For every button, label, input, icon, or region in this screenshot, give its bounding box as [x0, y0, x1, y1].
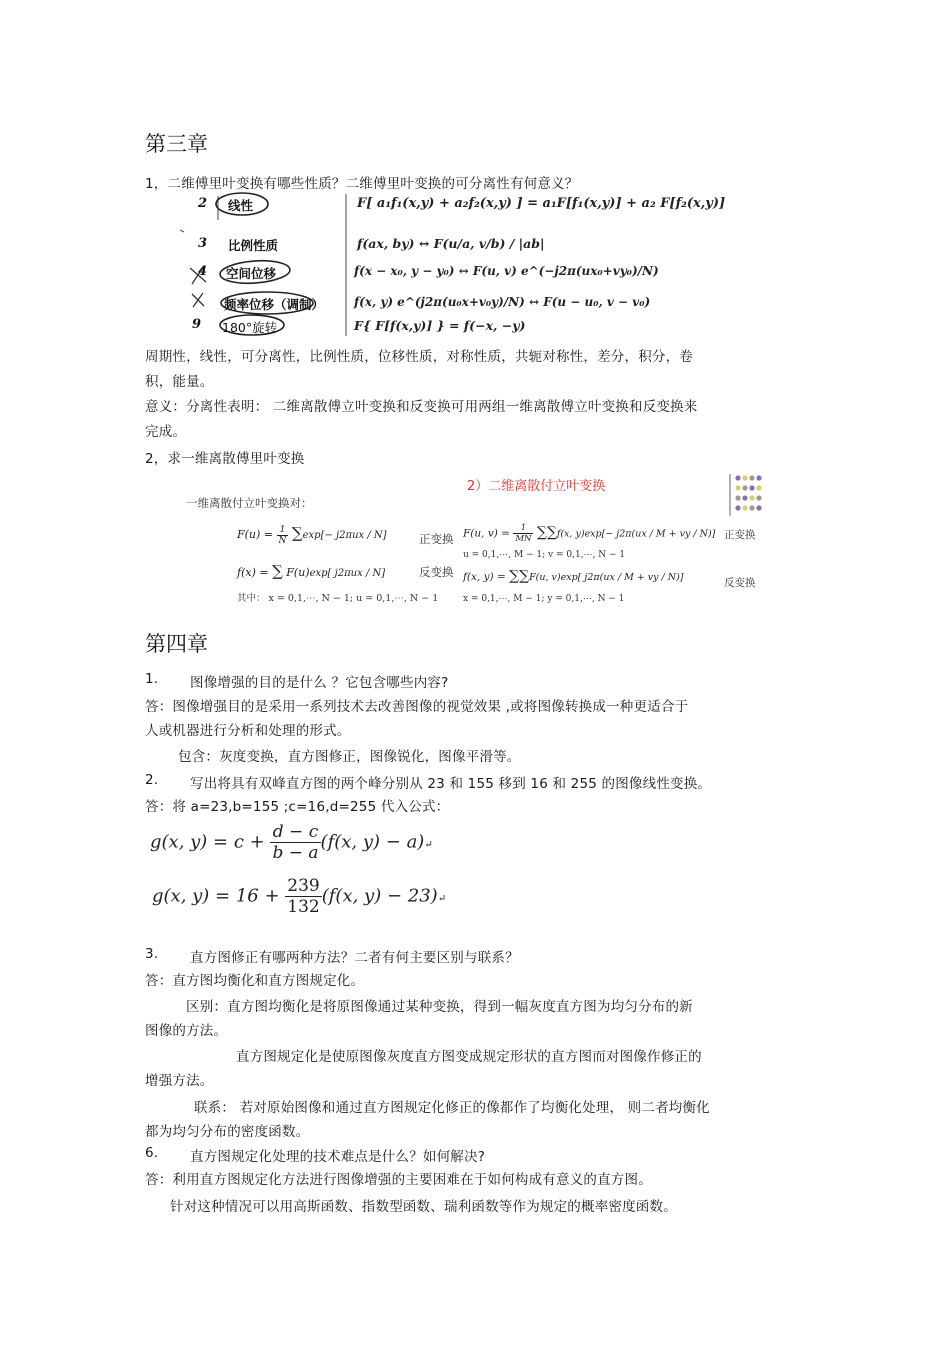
figure2-right-forward-label: 正变换 — [724, 529, 756, 541]
decorative-dot — [749, 505, 754, 510]
chapter4-a6-line2: 针对这种情况可以用高斯函数、指数型函数、瑞利函数等作为规定的概率密度函数。 — [170, 1199, 677, 1215]
chapter4-q6-text: 直方图规定化处理的技术难点是什么？如何解决? — [190, 1149, 486, 1165]
figure2-left-caption: 一维离散付立叶变换对： — [186, 496, 313, 510]
decorative-dot — [749, 495, 754, 500]
chapter4-q6-number: 6. — [145, 1145, 159, 1161]
chapter4-a3-diff-line1: 区别：直方图均衡化是将原图像通过某种变换，得到一幅灰度直方图为均匀分布的新 — [186, 999, 693, 1015]
decorative-dot — [749, 485, 754, 490]
chapter4-q2-text: 写出将具有双峰直方图的两个峰分别从 23 和 155 移到 16 和 255 的图像线性变换。 — [190, 776, 712, 792]
chapter4-a6-line1: 答：利用直方图规定化方法进行图像增强的主要困难在于如何构成有意义的直方图。 — [145, 1172, 652, 1188]
figure2-right-inverse-formula: f(x, y) = ∑∑F(u, v)exp[ j2π(ux / M + vy / N)] — [463, 568, 684, 584]
specific-linear-transform-formula: g(x, y) = 16 + $\frac{239}{132}$ (f(x, y) − 23)↵ — [152, 876, 447, 917]
chapter4-a3-link-line1: 联系： 若对原始图像和通过直方图规定化修正的像都作了均衡化处理， 则二者均衡化 — [194, 1100, 710, 1116]
chapter4-q3-number: 3. — [145, 946, 159, 962]
decorative-dot — [749, 475, 754, 480]
chapter3-meaning-line2: 完成。 — [145, 424, 187, 440]
figure1-row4-formula: f(x, y) e^(j2π(u₀x+v₀y)/N) ↔ F(u − u₀, v − v₀) — [354, 295, 651, 309]
figure2-left-forward-label: 正变换 — [419, 532, 454, 546]
figure1-row2-formula: f(ax, by) ↔ F(u/a, v/b) / |ab| — [357, 236, 545, 251]
chapter4-q1-number: 1. — [145, 671, 159, 687]
decorative-dot — [742, 475, 747, 480]
chapter4-q3-text: 直方图修正有哪两种方法？二者有何主要区别与联系？ — [190, 950, 519, 966]
decorative-dot — [742, 485, 747, 490]
general-linear-transform-formula: g(x, y) = c + $\frac{d - c}{b - a}$ (f(x, y) − a)↵ — [150, 822, 433, 863]
chapter4-q2-number: 2. — [145, 772, 159, 788]
chapter4-q1-text: 图像增强的目的是什么 ？它包含哪些内容? — [190, 675, 449, 691]
decorative-dot — [756, 505, 761, 510]
chapter4-a3-spec-line1: 直方图规定化是使原图像灰度直方图变成规定形状的直方图而对图像作修正的 — [236, 1049, 702, 1065]
figure2-right-inverse-range: x = 0,1,⋯, M − 1; y = 0,1,⋯, N − 1 — [463, 594, 625, 604]
chapter4-a1-line2: 人或机器进行分析和处理的形式。 — [145, 723, 351, 739]
figure1-row1-num: 2 — [198, 196, 208, 211]
figure2-right-inverse-label: 反变换 — [724, 577, 756, 589]
figure1-row1-name: 线性 — [228, 198, 254, 213]
chapter4-a1-line1: 答：图像增强目的是采用一系列技术去改善图像的视觉效果 ,或将图像转换成一种更适合于 — [145, 699, 689, 715]
decorative-dot — [756, 485, 761, 490]
figure1-row5-formula: F{ F[f(x,y)] } = f(−x, −y) — [354, 318, 526, 333]
chapter4-a1-line3: 包含：灰度变换，直方图修正，图像锐化，图像平滑等。 — [178, 749, 521, 765]
figure1-row5-name: 180°旋转 — [222, 320, 278, 335]
chapter4-a2: 答：将 a=23,b=155 ;c=16,d=255 代入公式： — [145, 799, 450, 815]
figure1-row2-num: 3 — [198, 236, 208, 251]
chapter3-question-2: 2，求一维离散傅里叶变换 — [145, 451, 305, 467]
decorative-dot — [742, 495, 747, 500]
chapter3-answer-1-line1: 周期性，线性，可分离性，比例性质，位移性质，对称性质，共轭对称性，差分，积分，卷 — [145, 349, 693, 365]
decorative-dot — [735, 495, 740, 500]
figure1-row3-name: 空间位移 — [226, 266, 277, 281]
chapter3-question-1: 1，二维傅里叶变换有哪些性质？二维傅里叶变换的可分离性有何意义？ — [145, 176, 579, 192]
chapter4-a3-spec-line2: 增强方法。 — [145, 1073, 214, 1089]
figure2-right-forward-formula: F(u, v) = $\frac{1}{MN}$ ∑∑f(x, y)exp[− j2π(ux / M + vy / N)] — [463, 523, 716, 544]
figure1-row4-name: 频率位移（调制） — [224, 297, 325, 312]
figure2-left-note: 其中： x = 0,1,⋯, N − 1; u = 0,1,⋯, N − 1 — [237, 593, 439, 604]
figure2-left-inverse-formula: f(x) = ∑ F(u)exp[ j2πux / N] — [237, 562, 386, 580]
decorative-dot-grid — [728, 472, 764, 518]
figure1-row2-name: 比例性质 — [228, 238, 279, 253]
figure1-row3-num: 4 — [198, 264, 208, 279]
decorative-dot — [756, 475, 761, 480]
figure2-right-forward-range: u = 0,1,⋯, M − 1; v = 0,1,⋯, N − 1 — [463, 550, 626, 560]
figure2-left-inverse-label: 反变换 — [419, 565, 454, 579]
chapter4-title: 第四章 — [145, 632, 208, 656]
chapter4-a3-link-line2: 都为均匀分布的密度函数。 — [145, 1124, 310, 1140]
figure2-right-title: 2）二维离散付立叶变换 — [467, 479, 606, 494]
figure2-left-forward-formula: F(u) = $\frac{1}{N}$ ∑exp[− j2πux / N] — [237, 524, 387, 546]
decorative-dot — [735, 475, 740, 480]
chapter3-title: 第三章 — [145, 132, 208, 156]
decorative-dot — [735, 485, 740, 490]
chapter4-a3-diff-line2: 图像的方法。 — [145, 1023, 228, 1039]
decorative-dot — [735, 505, 740, 510]
chapter3-answer-1-line2: 积，能量。 — [145, 374, 214, 390]
figure1-row1-formula: F[ a₁f₁(x,y) + a₂f₂(x,y) ] = a₁F[f₁(x,y)] + a₂ F[f₂(x,y)] — [357, 196, 726, 211]
decorative-dot — [756, 495, 761, 500]
figure1-row3-formula: f(x − x₀, y − y₀) ↔ F(u, v) e^(−j2π(ux₀+vy₀)/N) — [354, 264, 659, 278]
chapter3-meaning-line1: 意义：分离性表明： 二维离散傅立叶变换和反变换可用两组一维离散傅立叶变换和反变换来 — [145, 399, 698, 415]
figure1-row5-num: 9 — [192, 317, 202, 332]
decorative-dot — [742, 505, 747, 510]
chapter4-a3-line1: 答：直方图均衡化和直方图规定化。 — [145, 973, 365, 989]
